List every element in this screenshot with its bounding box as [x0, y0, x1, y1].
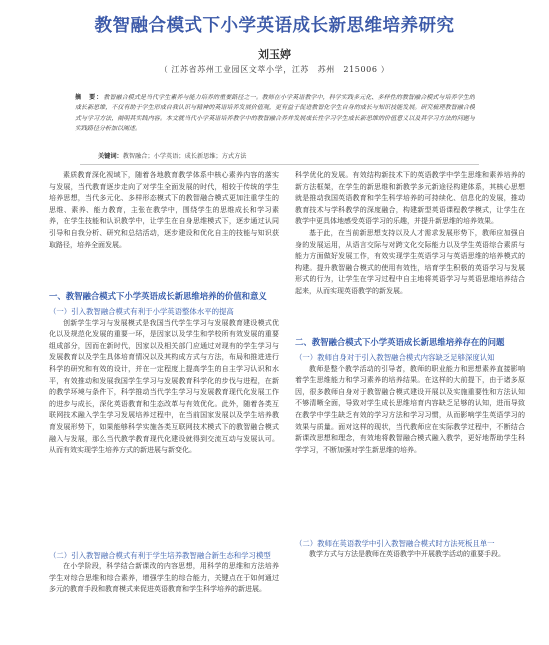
intro-paragraph: 素质教育深化视域下，随着各地教育教学体系中核心素养内容的落实与发展，当代教育逐步走向了对学生全面发展的时代，相较于传统的学生培养思想，当代多元化、多样形态模式下的教智融合模式更加注重学生的思维、素养、能力教育，主张在教学中，围绕学生的思维成长和学习素养，在学生技能和认识教学中，让学生在自身思维模式下，逐步通过认同引导和自我分析、研究和总结活动，逐步建设和优化自主的技能与知识获取路径，培养全面发展。: [49, 171, 279, 249]
section-1-1-heading: （一）引入教智融合模式有利于小学英语整体水平的提高: [49, 307, 234, 316]
keywords: [98, 151, 475, 160]
section-1-2-paragraph: 在小学阶段，科学结合新课改的内容思想，用科学的思维和方法培养学生对综合思维和综合素养，增强学生的综合能力，关键点在于如何通过多元的教育手段和教育模式来促进英语教育和学生科学培养的新进展。: [49, 562, 279, 594]
abstract-text: 教智融合模式是当代学生素养与能力培养的重要路径之一。教师在小学英语教学中，科学实践多元化、多样性的教智融合模式与培养学生的成长新思维，不仅有助于学生形成自我认识与精神的英语培养发展价值观，更有益于促进教智化学生自身的成长与知识技能发展。研究梳理教智融合模式与学习方法，阐明其实践内容。本文就当代小学英语培养教学中的教智融合养并发展成长性学习学生成长新思维的价值意义以及其学习方法的问题与实践路径分析加以阐述。: [75, 94, 475, 133]
right-paragraph-2: 基于此，在当前新思想支持以及人才需求发展形势下，教师应加强自身的发展运用，从语言交际与对跨文化交际能力以及学生英语综合素质与能力方面做好发展工作，有效实现学生英语学习与英语思维的培养模式的构建。提升教智融合模式的使用有效性，培育学生积极的英语学习与发展形式的行为，让学生在学习过程中自主地将英语学习与英语思维培养结合起来，从而实现英语教学的新发展。: [295, 229, 525, 295]
section-1-1-paragraph: 创新学生学习与发展模式是我国当代学生学习与发展教育建设模式优化以及规范化发展的重要一环，是因家以及学生和学校所有效发展的重要组成部分，因而在新时代，因家以及相关部门应通过对现有的学生学习与发展教育以及学生具体培育情况以及其构成方式与方法，布局和推进进行科学的研究和有效的设计，并在一定程度上提高学生的自主学习认识和水平，有效推动和发展我国学生学习与发展教育科学化的步伐与进程，在新的教学环境与条件下，科学推动当代学生学习与发展教育现代化发展工作的进步与成长，深化英语教育和生态改革与有效优化。此外，随着各类互联网技术融入学生学习发展培养过程中，在当前国家发展以及学生培养教育发展形势下，如果能够科学实施各类互联网技术模式下的教智融合模式融入与发展，那么当代教学教育现代化建设就得到交流互动与发展认可。从而有效实现学生培养方式的新进展与新变化。: [49, 318, 279, 455]
author-affiliation: （ 江苏省苏州工业园区文萃小学，江苏 苏州 215006 ）: [159, 65, 390, 74]
abstract-label: 摘 要：: [75, 94, 104, 101]
right-paragraph-1: 科学优化的发展。有效结构新技术下的英语教学中学生思维和素养培养的新方法框架，在学生的新思维和新教学多元新途径构建体系，其核心思想就是推动我国英语教育和学生科学培养的可持续化、信息化的发展，推动教育技术与学科教学的深度融合，构建新型英语课程教学模式，让学生在教学中更具体地感受英语学习的乐趣，并提升新思维的培养效果。: [295, 171, 525, 226]
right-column: [295, 170, 525, 645]
section-1-2-heading: （二）引入教智融合模式有利于学生培养教智融合新生态和学习模型: [49, 550, 271, 560]
section-2-heading: 二、教智融合模式下小学英语成长新思维培养存在的问题: [295, 337, 505, 347]
section-2-1-heading: （一）教师自身对于引入教智融合模式内容缺乏足够深度认知: [295, 353, 495, 362]
header-divider: [80, 164, 479, 165]
author-name: 刘玉婷: [258, 48, 291, 61]
abstract: [75, 93, 475, 137]
keywords-text: 教智融合；小学英语；成长新思维；方式方法: [122, 153, 247, 160]
section-2-2-paragraph: 教学方式与方法是教师在英语教学中开展教学活动的重要手段。: [309, 550, 505, 559]
section-2-2-heading: （二）教师在英语教学中引入教智融合模式时方法死板且单一: [295, 538, 495, 548]
keywords-label: 关键词：: [98, 153, 123, 160]
paper-title: 教智融合模式下小学英语成长新思维培养研究: [94, 16, 455, 36]
section-2-1-paragraph: 教师是整个教学活动的引导者，教师的职业能力和思想素养直接影响着学生思维能力和学习素养的培养结果。在这样的大前提下，由于诸多原因，很多教师自身对于教智融合模式建设开展以及实施重要性和方法认知不够清晰全面，导致对学生成长思维培育内容缺乏足够的认知，进而导致在教学中学生缺乏有效的学习方法和学习习惯，从而影响学生英语学习的效果与质量。面对这样的现状，当代教师应在实际教学过程中，不断结合新课改思想和理念，有效地将教智融合模式融入教学，更好地帮助学生科学学习，不断加强对学生新思维的培养。: [295, 364, 525, 454]
left-column: [49, 170, 279, 645]
section-1-heading: 一、教智融合模式下小学英语成长新思维培养的价值和意义: [49, 291, 267, 301]
